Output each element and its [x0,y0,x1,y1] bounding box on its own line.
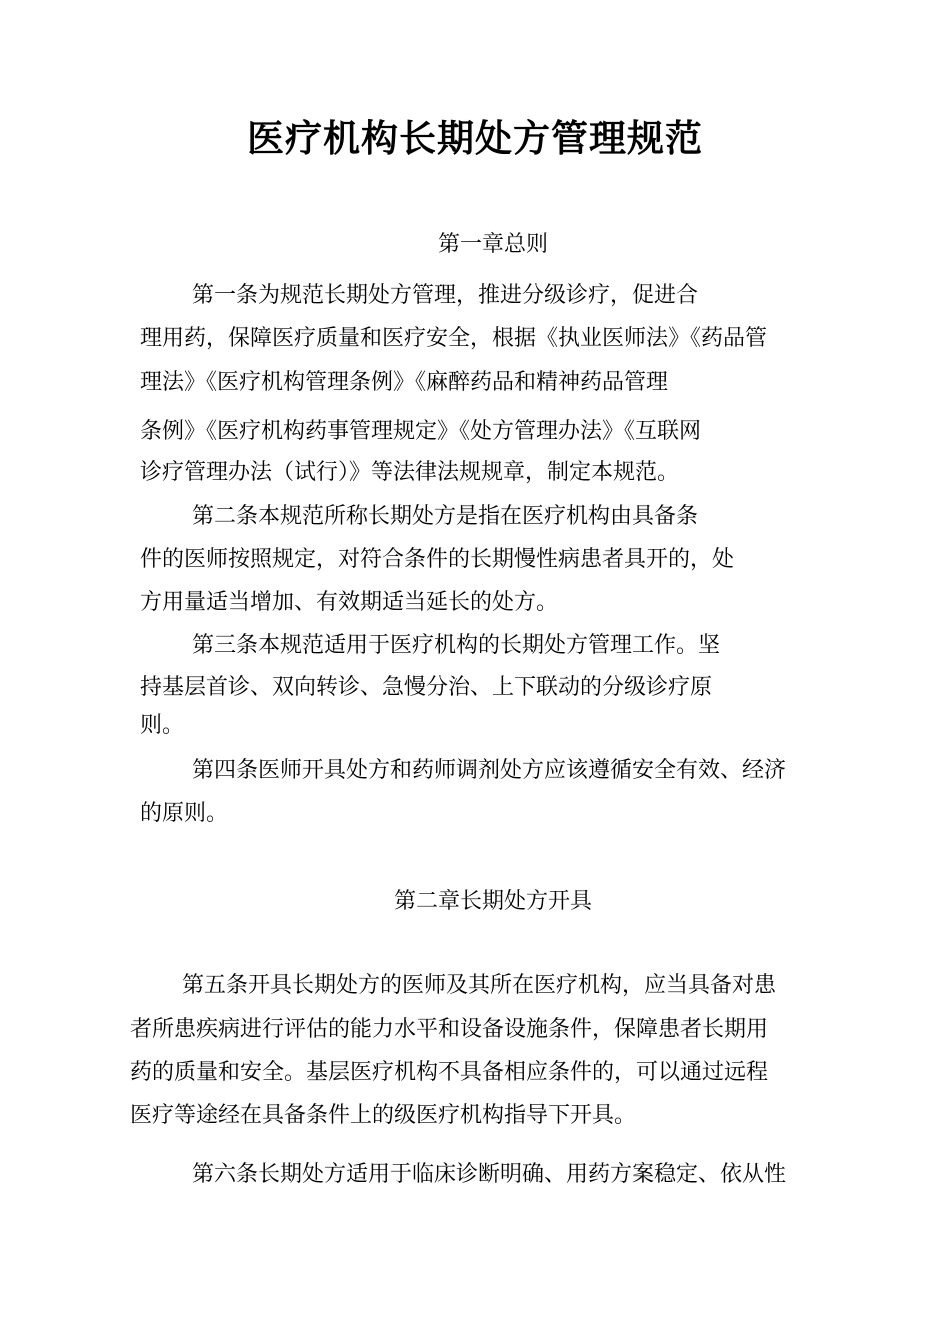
paragraph-line: 第三条本规范适用于医疗机构的长期处方管理工作。坚 [192,633,721,658]
paragraph-line: 医疗等途经在具备条件上的级医疗机构指导下开具。 [130,1103,637,1128]
paragraph-line: 则。 [140,713,185,738]
paragraph-line: 第四条医师开具处方和药师调剂处方应该遵循安全有效、经济 [192,758,787,783]
paragraph-line: 件的医师按照规定，对符合条件的长期慢性病患者具开的，处 [140,547,735,572]
paragraph-line: 第二条本规范所称长期处方是指在医疗机构由具备条 [192,504,699,529]
paragraph-line: 理法》《医疗机构管理条例》《麻醉药品和精神药品管理 [140,370,669,395]
document-title: 医疗机构长期处方管理规范 [247,117,703,160]
paragraph-line: 的原则。 [140,801,229,826]
paragraph-line: 第五条开具长期处方的医师及其所在医疗机构，应当具备对患 [182,973,777,998]
paragraph-line: 诊疗管理办法（试行）》等法律法规规章，制定本规范。 [140,460,680,485]
paragraph-line: 第六条长期处方适用于临床诊断明确、用药方案稳定、依从性 [192,1162,787,1187]
paragraph-line: 理用药，保障医疗质量和医疗安全，根据《执业医师法》《药品管 [140,326,768,351]
chapter-heading: 第一章总则 [437,232,548,257]
paragraph-line: 药的质量和安全。基层医疗机构不具备相应条件的，可以通过远程 [130,1060,769,1085]
paragraph-line: 方用量适当增加、有效期适当延长的处方。 [140,590,559,615]
chapter-heading: 第二章长期处方开具 [393,889,592,914]
paragraph-line: 持基层首诊、双向转诊、急慢分治、上下联动的分级诊疗原 [140,675,713,700]
paragraph-line: 条例》《医疗机构药事管理规定》《处方管理办法》《互联网 [140,419,702,444]
paragraph-line: 者所患疾病进行评估的能力水平和设备设施条件，保障患者长期用 [130,1017,769,1042]
paragraph-line: 第一条为规范长期处方管理，推进分级诊疗，促进合 [192,283,699,308]
